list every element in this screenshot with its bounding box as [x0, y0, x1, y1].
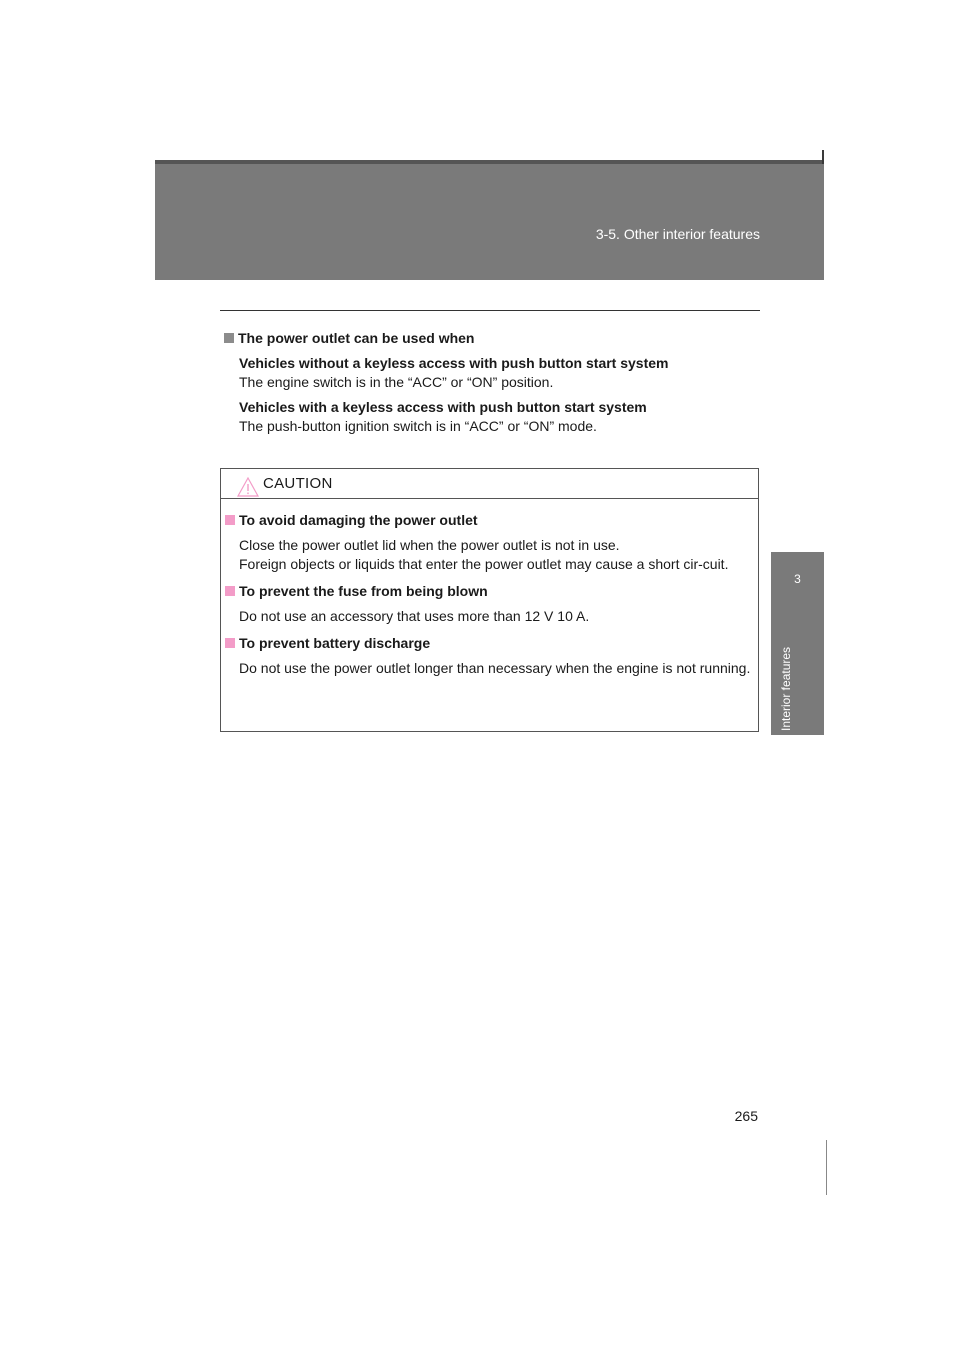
chapter-number: 3: [794, 572, 801, 586]
caution-item: [225, 634, 755, 678]
info-section: [224, 329, 760, 436]
top-rule: [220, 310, 760, 311]
chapter-label: Interior features: [779, 646, 793, 731]
info-heading: The power outlet can be used when: [224, 329, 760, 348]
square-bullet-icon: [225, 586, 235, 596]
caution-box: [220, 468, 759, 732]
caution-item-text: Close the power outlet lid when the power outlet is not in use.: [239, 537, 620, 553]
info-item-text: The push-button ignition switch is in “ACC” or “ON” mode.: [239, 418, 597, 434]
square-bullet-icon: [225, 638, 235, 648]
caution-item-text: Do not use an accessory that uses more than 12 V 10 A.: [239, 608, 590, 624]
caution-item-heading: To avoid damaging the power outlet: [239, 512, 478, 528]
section-title: 3-5. Other interior features: [595, 226, 760, 242]
page-number: 265: [734, 1108, 758, 1124]
square-bullet-icon: [225, 515, 235, 525]
caution-item-heading: To prevent the fuse from being blown: [239, 583, 488, 599]
warning-triangle-icon: [237, 477, 259, 497]
header-band: [155, 164, 824, 280]
caution-item-text: Foreign objects or liquids that enter the power outlet may cause a short cir-cuit.: [239, 556, 729, 572]
chapter-label-tab: [771, 621, 824, 735]
chapter-tab: [771, 552, 824, 621]
caution-item-heading: To prevent battery discharge: [239, 635, 431, 651]
caution-body: [225, 511, 755, 686]
caution-item: [225, 582, 755, 626]
crop-mark: [826, 1140, 827, 1195]
caution-item-text: Do not use the power outlet longer than necessary when the engine is not running.: [239, 660, 751, 676]
square-bullet-icon: [224, 333, 234, 343]
info-item-label: Vehicles without a keyless access with push button start system: [239, 355, 669, 371]
info-item-text: The engine switch is in the “ACC” or “ON” position.: [239, 374, 554, 390]
info-item-label: Vehicles with a keyless access with push button start system: [239, 399, 647, 415]
caution-title: CAUTION: [263, 475, 333, 492]
caution-item: [225, 511, 755, 574]
caution-header: [221, 469, 758, 499]
